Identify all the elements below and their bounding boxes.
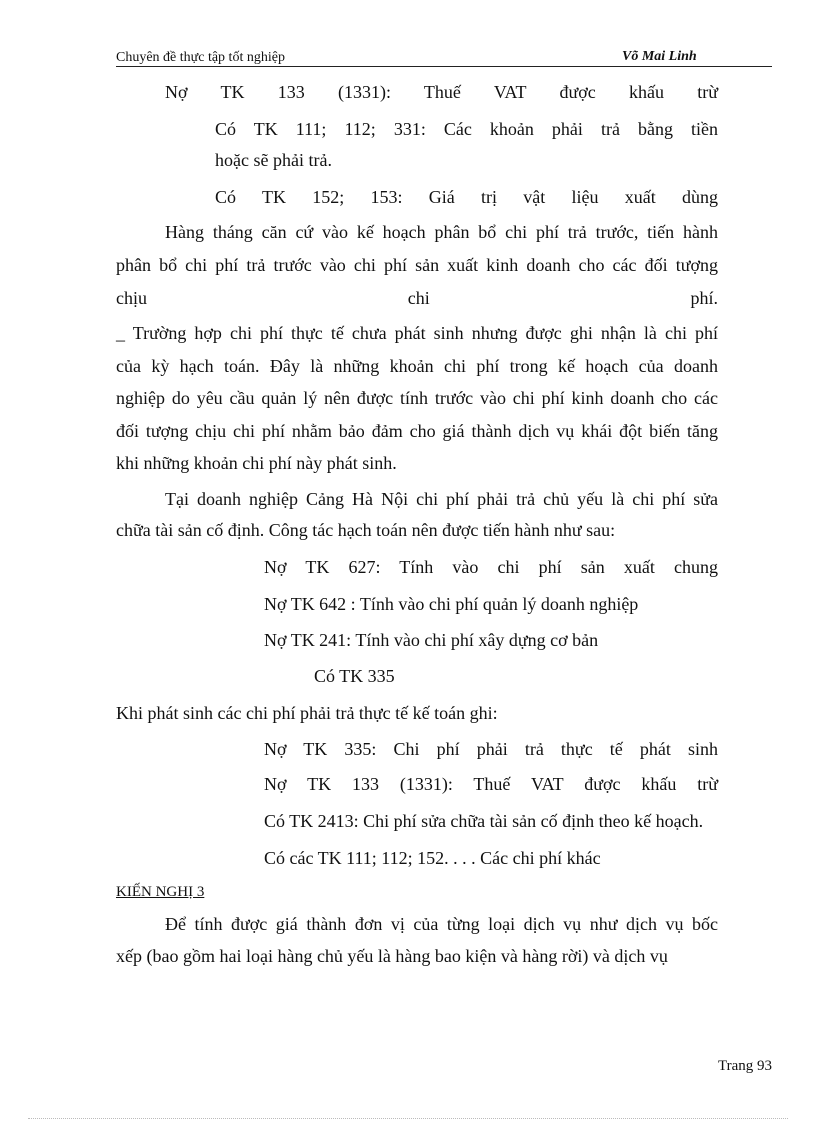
paragraph-line: khi những khoản chi phí này phát sinh. bbox=[116, 453, 397, 473]
paragraph-line: của kỳ hạch toán. Đây là những khoản chi phí trong kế hoạch của doanh bbox=[116, 356, 718, 376]
page-bottom-divider bbox=[28, 1118, 788, 1119]
paragraph-line: _ Trường hợp chi phí thực tế chưa phát sinh nhưng được ghi nhận là chi phí bbox=[116, 323, 718, 343]
paragraph-line: Khi phát sinh các chi phí phải trả thực tế kế toán ghi: bbox=[116, 703, 498, 723]
paragraph-line: Hàng tháng căn cứ vào kế hoạch phân bổ chi phí trả trước, tiến hành bbox=[165, 222, 718, 242]
header-divider bbox=[116, 66, 772, 67]
paragraph-line: Tại doanh nghiệp Cảng Hà Nội chi phí phải trả chủ yếu là chi phí sửa bbox=[165, 489, 718, 509]
entry-line: Nợ TK 133 (1331): Thuế VAT được khấu trừ bbox=[264, 774, 718, 794]
page-number: Trang 93 bbox=[718, 1058, 773, 1074]
section-heading: KIẾN NGHỊ 3 bbox=[116, 884, 205, 900]
entry-line: Có TK 152; 153: Giá trị vật liệu xuất dùng bbox=[215, 187, 718, 207]
entry-line: Nợ TK 241: Tính vào chi phí xây dựng cơ bản bbox=[264, 630, 599, 650]
header-author: Võ Mai Linh bbox=[622, 49, 697, 64]
entry-line: Nợ TK 642 : Tính vào chi phí quản lý doanh nghiệp bbox=[264, 594, 639, 614]
entry-line: Nợ TK 335: Chi phí phải trả thực tế phát sinh bbox=[264, 739, 718, 759]
paragraph-line: phân bổ chi phí trả trước vào chi phí sản xuất kinh doanh cho các đối tượng bbox=[116, 255, 718, 275]
entry-line: Nợ TK 133 (1331): Thuế VAT được khấu trừ bbox=[165, 82, 718, 102]
paragraph-line: nghiệp do yêu cầu quản lý nên được tính trước vào chi phí kinh doanh cho các bbox=[116, 388, 718, 408]
paragraph-line: chữa tài sản cố định. Công tác hạch toán nên được tiến hành như sau: bbox=[116, 520, 616, 540]
paragraph-line: đối tượng chịu chi phí nhằm bảo đảm cho giá thành dịch vụ khái đột biến tăng bbox=[116, 421, 718, 441]
paragraph-line: xếp (bao gồm hai loại hàng chủ yếu là hàng bao kiện và hàng rời) và dịch vụ bbox=[116, 946, 668, 966]
entry-line: Có TK 335 bbox=[314, 666, 395, 686]
entry-line: hoặc sẽ phải trả. bbox=[215, 150, 332, 170]
paragraph-line: Để tính được giá thành đơn vị của từng loại dịch vụ như dịch vụ bốc bbox=[165, 914, 718, 934]
entry-line: Có các TK 111; 112; 152. . . . Các chi phí khác bbox=[264, 848, 601, 868]
paragraph-line: chịu chi phí. bbox=[116, 288, 718, 308]
entry-line: Nợ TK 627: Tính vào chi phí sản xuất chung bbox=[264, 557, 718, 577]
entry-line: Có TK 111; 112; 331: Các khoản phải trả bằng tiền bbox=[215, 119, 718, 139]
header-title: Chuyên đề thực tập tốt nghiệp bbox=[116, 50, 285, 65]
entry-line: Có TK 2413: Chi phí sửa chữa tài sản cố định theo kế hoạch. bbox=[264, 811, 704, 831]
